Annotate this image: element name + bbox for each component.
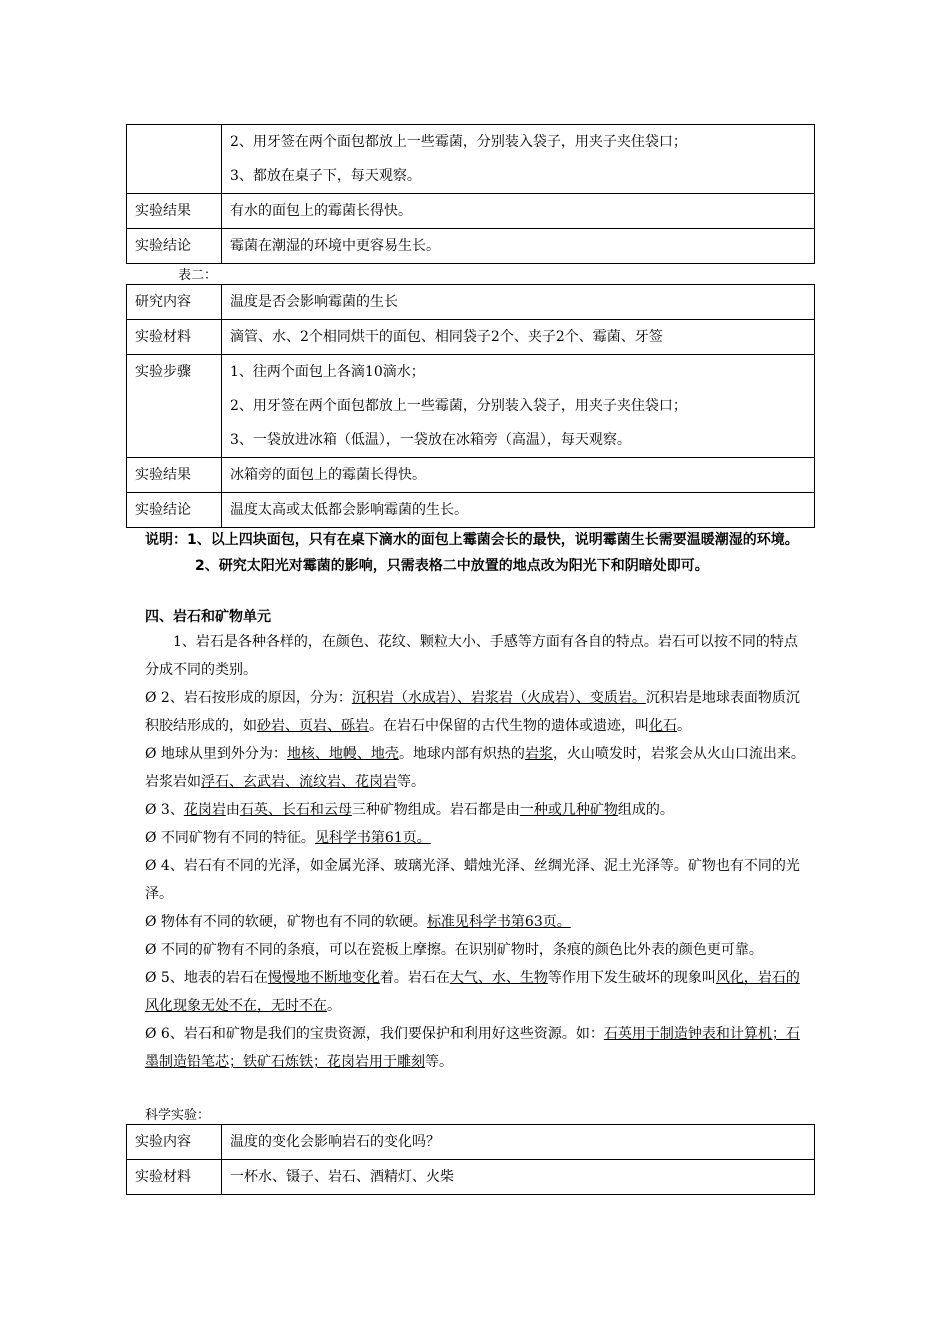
table-value-cell bbox=[222, 355, 815, 458]
materials-text: 滴管、水、2个相同烘干的面包、相同袋子2个、夹子2个、霉菌、牙签 bbox=[230, 329, 663, 345]
paragraph-1: 1、岩石是各种各样的，在颜色、花纹、颗粒大小、手感等方面有各自的特点。岩石可以按不同的特点分成不同的类别。 bbox=[145, 634, 798, 678]
text-run: ，火山喷发时，岩浆会从火山口流出来。岩浆岩如 bbox=[145, 746, 805, 790]
underlined-term: 标准见科学书第63页。 bbox=[426, 914, 571, 930]
materials-text: 一杯水、镊子、岩石、酒精灯、火柴 bbox=[230, 1169, 454, 1185]
underlined-term: 浮石、玄武岩、流纹岩、花岗岩 bbox=[201, 774, 397, 790]
result-text: 冰箱旁的面包上的霉菌长得快。 bbox=[230, 467, 426, 483]
table-key-cell: 实验结果 bbox=[127, 194, 222, 229]
underlined-term: 见科学书第61页。 bbox=[314, 830, 431, 846]
table-row bbox=[127, 285, 815, 320]
table-value-cell bbox=[222, 320, 815, 355]
text-run: Ø 6、岩石和矿物是我们的宝贵资源，我们要保护和利用好这些资源。如： bbox=[145, 1026, 604, 1042]
table-row bbox=[127, 1125, 815, 1160]
paragraph-5 bbox=[145, 824, 810, 852]
paragraph-2 bbox=[145, 684, 810, 740]
experiment-table-3 bbox=[126, 1124, 815, 1195]
underlined-term: 化石 bbox=[649, 718, 677, 734]
text-run: 。地球内部有炽热的 bbox=[398, 746, 525, 762]
text-run: 沉积岩是地球表面物质沉积胶结形成的，如 bbox=[145, 690, 800, 734]
experiment-table-2 bbox=[126, 284, 815, 528]
table-row bbox=[127, 1160, 815, 1195]
table-value-cell bbox=[222, 1125, 815, 1160]
note-block bbox=[145, 527, 810, 579]
table-key-cell: 实验内容 bbox=[127, 1125, 222, 1160]
table-key-cell: 实验结论 bbox=[127, 229, 222, 264]
research-content: 温度的变化会影响岩石的变化吗？ bbox=[230, 1134, 440, 1150]
table-row bbox=[127, 194, 815, 229]
table-row bbox=[127, 229, 815, 264]
step-line: 3、一袋放进冰箱（低温），一袋放在冰箱旁（高温），每天观察。 bbox=[230, 432, 631, 448]
table-3-caption: 科学实验： bbox=[145, 1108, 211, 1123]
table-value-cell bbox=[222, 194, 815, 229]
paragraph-6: Ø 4、岩石有不同的光泽，如金属光泽、玻璃光泽、蜡烛光泽、丝绸光泽、泥土光泽等。矿物也有不同的光泽。 bbox=[145, 858, 800, 902]
table-value-cell bbox=[222, 125, 815, 194]
note-line-1: 说明：1、以上四块面包，只有在桌下滴水的面包上霉菌会长的最快，说明霉菌生长需要温暖潮湿的环境。 bbox=[145, 532, 799, 548]
paragraph-10 bbox=[145, 1020, 810, 1076]
table-value-cell bbox=[222, 285, 815, 320]
underlined-term: 大气、水、生物 bbox=[449, 970, 548, 986]
text-run: 。 bbox=[677, 718, 691, 734]
table-key-cell: 实验材料 bbox=[127, 320, 222, 355]
text-run: Ø 不同矿物有不同的特征。 bbox=[145, 830, 315, 846]
paragraph-4 bbox=[145, 796, 810, 824]
section-title: 四、岩石和矿物单元 bbox=[145, 609, 271, 625]
underlined-term: 慢慢地不断地变化 bbox=[267, 970, 380, 986]
text-run: 组成的。 bbox=[617, 802, 674, 818]
text-run: 由 bbox=[225, 802, 240, 818]
conclusion-text: 温度太高或太低都会影响霉菌的生长。 bbox=[230, 502, 468, 518]
underlined-term: 花岗岩 bbox=[183, 802, 226, 818]
table-row bbox=[127, 355, 815, 458]
underlined-term: 一种或几种矿物 bbox=[519, 802, 618, 818]
text-run: Ø 3、 bbox=[145, 802, 184, 818]
table-key-cell bbox=[127, 125, 222, 194]
research-content: 温度是否会影响霉菌的生长 bbox=[230, 294, 398, 310]
step-line: 2、用牙签在两个面包都放上一些霉菌，分别装入袋子，用夹子夹住袋口； bbox=[230, 398, 687, 414]
underlined-term: 风化，岩石的风化现象无处不在，无时不在 bbox=[145, 970, 800, 1014]
table-value-cell bbox=[222, 458, 815, 493]
result-text: 有水的面包上的霉菌长得快。 bbox=[230, 203, 412, 219]
text-run: Ø 2、岩石按形成的原因，分为： bbox=[145, 690, 352, 706]
text-run: 三种矿物组成。岩石都是由 bbox=[351, 802, 520, 818]
text-run: 着。岩石在 bbox=[379, 970, 450, 986]
section-body bbox=[145, 628, 810, 1076]
table-value-cell bbox=[222, 493, 815, 528]
paragraph-3 bbox=[145, 740, 810, 796]
table-key-cell: 实验结论 bbox=[127, 493, 222, 528]
underlined-term: 石英用于制造钟表和计算机；石墨制造铅笔芯；铁矿石炼铁；花岗岩用于雕刻 bbox=[145, 1026, 800, 1070]
step-line: 3、都放在桌子下，每天观察。 bbox=[230, 168, 421, 184]
table-key-cell: 实验结果 bbox=[127, 458, 222, 493]
step-line: 2、用牙签在两个面包都放上一些霉菌，分别装入袋子，用夹子夹住袋口； bbox=[230, 134, 687, 150]
experiment-table-1 bbox=[126, 124, 815, 264]
text-run: 等。 bbox=[425, 1054, 453, 1070]
paragraph-8: Ø 不同的矿物有不同的条痕，可以在瓷板上摩擦。在识别矿物时，条痕的颜色比外表的颜色更可靠。 bbox=[145, 942, 763, 958]
conclusion-text: 霉菌在潮湿的环境中更容易生长。 bbox=[230, 238, 440, 254]
text-run: Ø 物体有不同的软硬，矿物也有不同的软硬。 bbox=[145, 914, 427, 930]
table-row bbox=[127, 320, 815, 355]
text-run: 。在岩石中保留的古代生物的遗体或遗迹，叫 bbox=[369, 718, 649, 734]
table-row bbox=[127, 493, 815, 528]
text-run: Ø 5、地表的岩石在 bbox=[145, 970, 268, 986]
text-run: 等作用下发生破坏的现象叫 bbox=[547, 970, 716, 986]
underlined-term: 沉积岩（水成岩）、岩浆岩（火成岩）、变质岩。 bbox=[351, 690, 646, 706]
note-line-2: 2、研究太阳光对霉菌的影响，只需表格二中放置的地点改为阳光下和阴暗处即可。 bbox=[195, 558, 709, 574]
underlined-term: 地核、地幔、地壳 bbox=[286, 746, 399, 762]
paragraph-9 bbox=[145, 964, 810, 1020]
table-key-cell: 实验步骤 bbox=[127, 355, 222, 458]
text-run: 。 bbox=[327, 998, 341, 1014]
step-line: 1、往两个面包上各滴10滴水； bbox=[230, 364, 425, 380]
table-value-cell bbox=[222, 1160, 815, 1195]
underlined-term: 砂岩、页岩、砾岩 bbox=[257, 718, 369, 734]
underlined-term: 岩浆 bbox=[524, 746, 553, 762]
table-value-cell bbox=[222, 229, 815, 264]
text-run: 等。 bbox=[397, 774, 425, 790]
paragraph-7 bbox=[145, 908, 810, 936]
table-row bbox=[127, 125, 815, 194]
table-key-cell: 实验材料 bbox=[127, 1160, 222, 1195]
table-2-caption: 表二： bbox=[178, 268, 218, 283]
text-run: Ø 地球从里到外分为： bbox=[145, 746, 287, 762]
table-key-cell: 研究内容 bbox=[127, 285, 222, 320]
underlined-term: 石英、长石和云母 bbox=[239, 802, 352, 818]
table-row bbox=[127, 458, 815, 493]
